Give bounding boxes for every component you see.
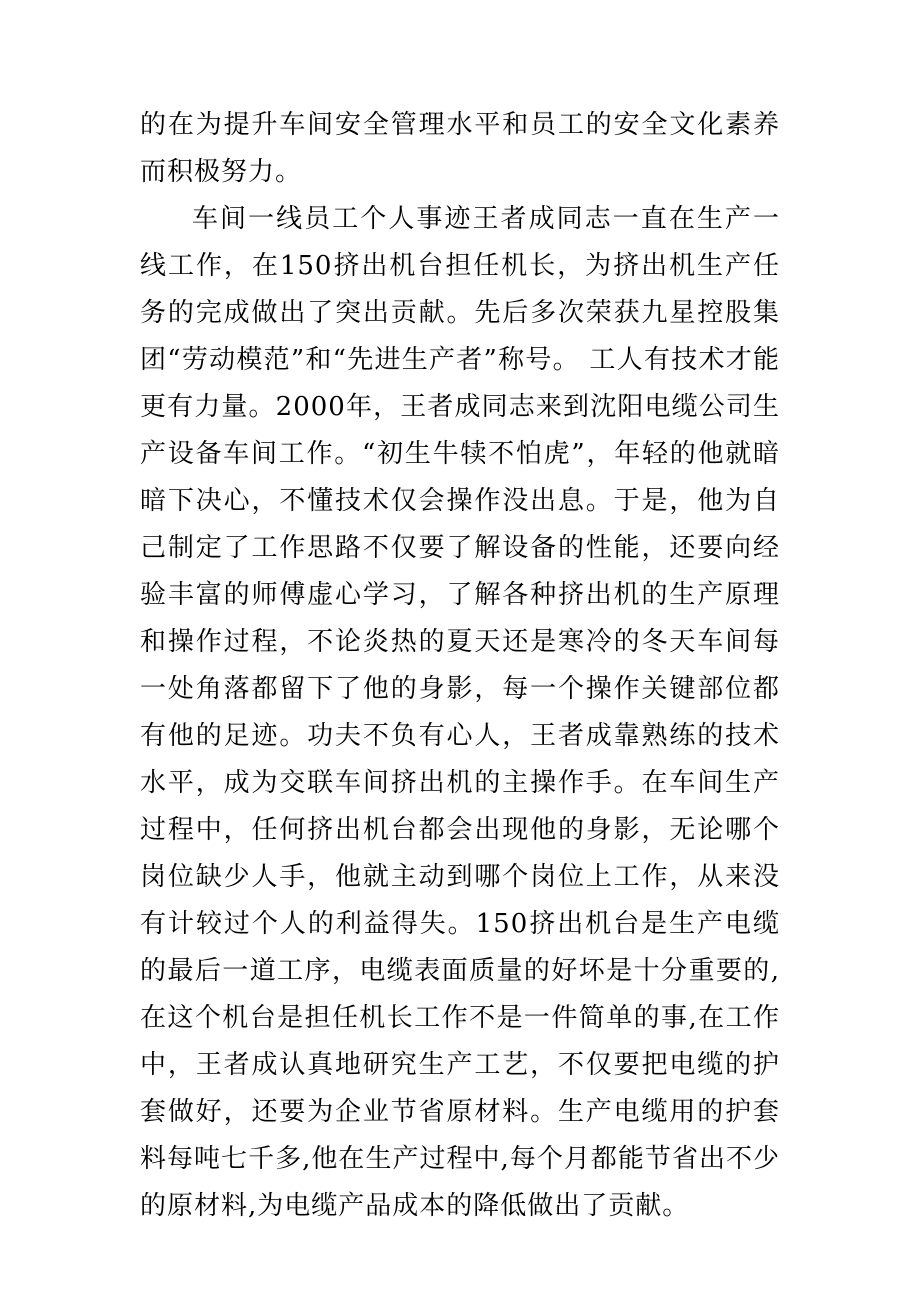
paragraph-continuation: 的在为提升车间安全管理水平和员工的安全文化素养而积极努力。 xyxy=(140,110,780,187)
paragraph-employee-story: 车间一线员工个人事迹王者成同志一直在生产一线工作，在150挤出机台担任机长，为挤出机生产任务的完成做出了突出贡献。先后多次荣获九星控股集团“劳动模范”和“先进生产者”称号。 工人有技术才能更有力量。2000年，王者成同志来到沈阳电缆公司生产设备车间工作。“初生牛犊不怕虎”，年轻的他就暗暗下决心，不懂技术仅会操作没出息。于是，他为自己制定了工作思路不仅要了解设备的性能，还要向经验丰富的师傅虚心学习，了解各种挤出机的生产原理和操作过程，不论炎热的夏天还是寒冷的冬天车间每一处角落都留下了他的身影，每一个操作关键部位都有他的足迹。功夫不负有心人，王者成靠熟练的技术水平，成为交联车间挤出机的主操作手。在车间生产过程中，任何挤出机台都会出现他的身影，无论哪个岗位缺少人手，他就主动到哪个岗位上工作，从来没有计较过个人的利益得失。150挤出机台是生产电缆的最后一道工序，电缆表面质量的好坏是十分重要的,在这个机台是担任机长工作不是一件简单的事,在工作中，王者成认真地研究生产工艺，不仅要把电缆的护套做好，还要为企业节省原材料。生产电缆用的护套料每吨七千多,他在生产过程中,每个月都能节省出不少的原材料,为电缆产品成本的降低做出了贡献。 xyxy=(140,204,780,1221)
document-body xyxy=(140,102,780,1230)
